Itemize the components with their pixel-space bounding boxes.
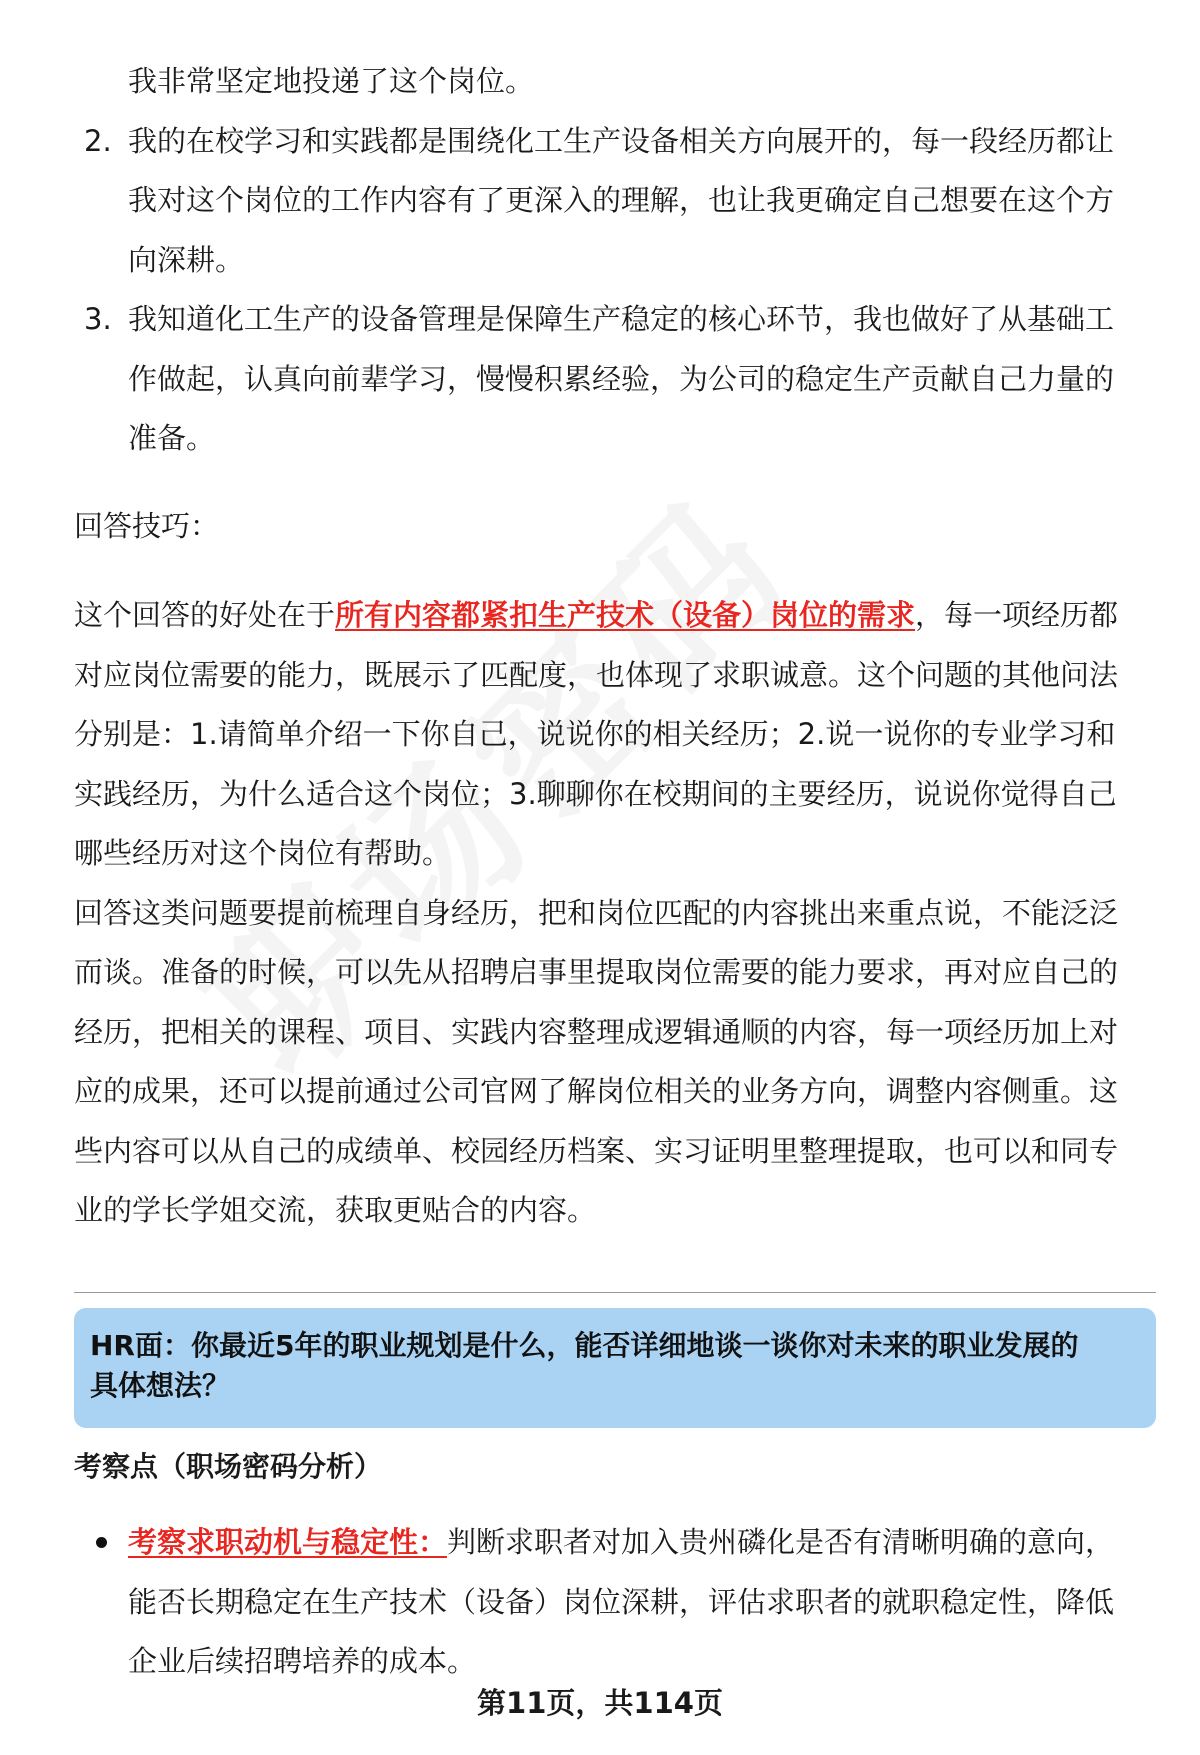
text-line: 业的学长学姐交流，获取更贴合的内容。	[74, 1193, 597, 1227]
hr-question-box	[74, 1308, 1156, 1428]
main-content	[74, 52, 1156, 1241]
highlight-text: 考察求职动机与稳定性：	[128, 1525, 448, 1559]
text-fragment: 这个回答的好处在于	[74, 598, 336, 632]
list-item-2	[74, 112, 1156, 291]
text-line: 准备。	[128, 421, 216, 455]
tips-paragraph-2	[74, 884, 1156, 1241]
text-line: 向深耕。	[128, 242, 245, 277]
hr-question-line: HR面：你最近5年的职业规划是什么，能否详细地谈一谈你对未来的职业发展的	[90, 1329, 1079, 1362]
bullet-dot-icon	[96, 1537, 107, 1548]
text-line: 回答这类问题要提前梳理自身经历，把和岗位匹配的内容挑出来重点说，不能泛泛	[74, 895, 1119, 930]
section-divider	[74, 1292, 1156, 1293]
text-line: 而谈。准备的时候，可以先从招聘启事里提取岗位需要的能力要求，再对应自己的	[74, 955, 1119, 989]
text-line: 作做起，认真向前辈学习，慢慢积累经验，为公司的稳定生产贡献自己力量的	[128, 361, 1115, 396]
section-title: 考察点（职场密码分析）	[74, 1450, 383, 1483]
list-item-1-continuation: 我非常坚定地投递了这个岗位。	[128, 64, 535, 98]
list-number: 2.	[84, 123, 112, 158]
text-line: 我知道化工生产的设备管理是保障生产稳定的核心环节，我也做好了从基础工	[128, 302, 1115, 336]
bullet-list	[74, 1513, 1156, 1692]
tips-label: 回答技巧：	[74, 508, 220, 543]
text-line: 哪些经历对这个岗位有帮助。	[74, 836, 452, 870]
highlight-text: 所有内容都紧扣生产技术（设备）岗位的需求	[335, 598, 916, 632]
text-line: 我的在校学习和实践都是围绕化工生产设备相关方向展开的，每一段经历都让	[128, 123, 1115, 158]
text-fragment: 判断求职者对加入贵州磷化是否有清晰明确的意向，	[447, 1525, 1115, 1559]
tips-paragraph-1	[74, 586, 1156, 884]
text-line: 些内容可以从自己的成绩单、校园经历档案、实习证明里整理提取，也可以和同专	[74, 1133, 1119, 1168]
text-line: 我对这个岗位的工作内容有了更深入的理解，也让我更确定自己想要在这个方	[128, 183, 1115, 217]
text-line: 经历，把相关的课程、项目、实践内容整理成逻辑通顺的内容，每一项经历加上对	[74, 1014, 1119, 1049]
text-line: 企业后续招聘培养的成本。	[128, 1644, 477, 1678]
text-line	[128, 1513, 1156, 1573]
text-line: 能否长期稳定在生产技术（设备）岗位深耕，评估求职者的就职稳定性，降低	[128, 1584, 1115, 1619]
text-line: 对应岗位需要的能力，既展示了匹配度，也体现了求职诚意。这个问题的其他问法	[74, 657, 1119, 692]
bullet-item	[74, 1513, 1156, 1692]
list-number: 3.	[84, 302, 112, 336]
text-line: 实践经历，为什么适合这个岗位；3.聊聊你在校期间的主要经历，说说你觉得自己	[74, 776, 1117, 811]
list-item-3	[74, 290, 1156, 469]
page-footer: 第11页，共114页	[477, 1686, 723, 1720]
text-line	[74, 586, 1156, 646]
text-line: 分别是：1.请简单介绍一下你自己，说说你的相关经历；2.说一说你的专业学习和	[74, 717, 1116, 751]
hr-question-line: 具体想法？	[90, 1369, 231, 1402]
text-fragment: ，每一项经历都	[915, 598, 1119, 632]
text-line: 应的成果，还可以提前通过公司官网了解岗位相关的业务方向，调整内容侧重。这	[74, 1074, 1119, 1108]
